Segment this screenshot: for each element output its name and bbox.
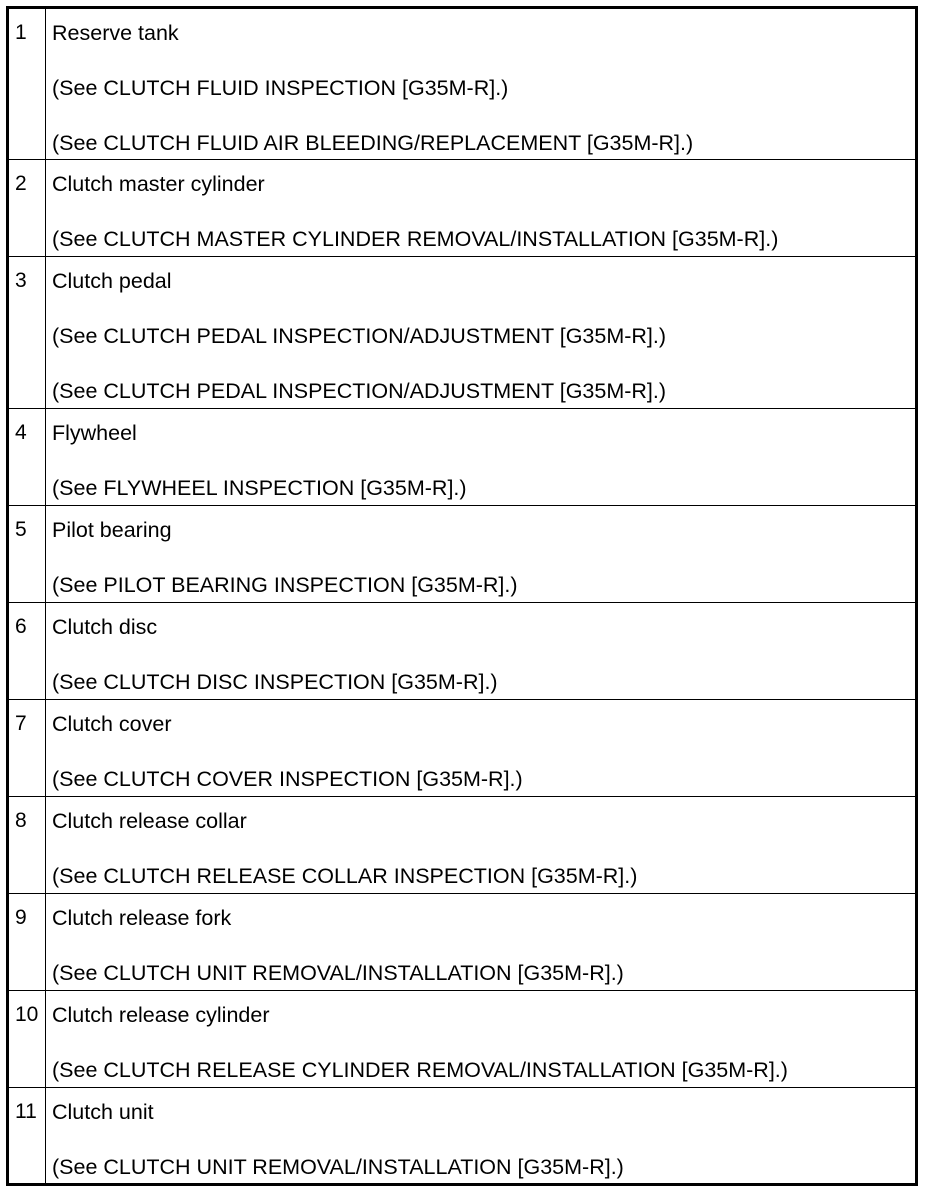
row-description [46,894,917,991]
row-number: 10 [8,991,46,1088]
reference-link[interactable]: (See CLUTCH RELEASE CYLINDER REMOVAL/INSTALLATION [G35M-R].) [52,1058,788,1082]
table-row [8,160,917,257]
reference-link[interactable]: (See CLUTCH FLUID INSPECTION [G35M-R].) [52,76,509,100]
table-row [8,991,917,1088]
row-description [46,991,917,1088]
row-number: 5 [8,506,46,603]
row-number: 6 [8,603,46,700]
part-name: Clutch release cylinder [52,1003,270,1027]
row-description [46,603,917,700]
reference-link[interactable]: (See CLUTCH DISC INSPECTION [G35M-R].) [52,670,498,694]
part-name: Flywheel [52,421,137,445]
reference-link[interactable]: (See PILOT BEARING INSPECTION [G35M-R].) [52,573,518,597]
part-name: Clutch pedal [52,269,172,293]
table-row [8,700,917,797]
row-number: 9 [8,894,46,991]
row-description [46,506,917,603]
row-number: 4 [8,409,46,506]
reference-link[interactable]: (See CLUTCH FLUID AIR BLEEDING/REPLACEMENT [G35M-R].) [52,131,694,155]
table-row [8,797,917,894]
row-number: 7 [8,700,46,797]
reference-link[interactable]: (See CLUTCH COVER INSPECTION [G35M-R].) [52,767,523,791]
row-number: 11 [8,1088,46,1185]
table-row [8,506,917,603]
table-row [8,894,917,991]
reference-link[interactable]: (See CLUTCH PEDAL INSPECTION/ADJUSTMENT [G35M-R].) [52,379,667,403]
row-number: 8 [8,797,46,894]
table-row [8,257,917,409]
row-description [46,1088,917,1185]
table-row [8,1088,917,1185]
table-row [8,8,917,160]
reference-link[interactable]: (See CLUTCH UNIT REMOVAL/INSTALLATION [G35M-R].) [52,961,624,985]
part-name: Reserve tank [52,21,179,45]
part-name: Clutch unit [52,1100,154,1124]
reference-link[interactable]: (See CLUTCH RELEASE COLLAR INSPECTION [G35M-R].) [52,864,638,888]
part-name: Clutch disc [52,615,158,639]
row-number: 2 [8,160,46,257]
table-row [8,603,917,700]
reference-link[interactable]: (See CLUTCH UNIT REMOVAL/INSTALLATION [G35M-R].) [52,1155,624,1179]
row-description [46,257,917,409]
parts-reference-table [6,6,918,1186]
part-name: Clutch master cylinder [52,172,265,196]
part-name: Clutch cover [52,712,172,736]
part-name: Clutch release collar [52,809,247,833]
row-description [46,700,917,797]
row-number: 3 [8,257,46,409]
part-name: Pilot bearing [52,518,172,542]
row-number: 1 [8,8,46,160]
part-name: Clutch release fork [52,906,232,930]
table-row [8,409,917,506]
reference-link[interactable]: (See CLUTCH PEDAL INSPECTION/ADJUSTMENT [G35M-R].) [52,324,667,348]
reference-link[interactable]: (See CLUTCH MASTER CYLINDER REMOVAL/INSTALLATION [G35M-R].) [52,227,779,251]
row-description [46,8,917,160]
row-description [46,797,917,894]
row-description [46,160,917,257]
row-description [46,409,917,506]
reference-link[interactable]: (See FLYWHEEL INSPECTION [G35M-R].) [52,476,467,500]
